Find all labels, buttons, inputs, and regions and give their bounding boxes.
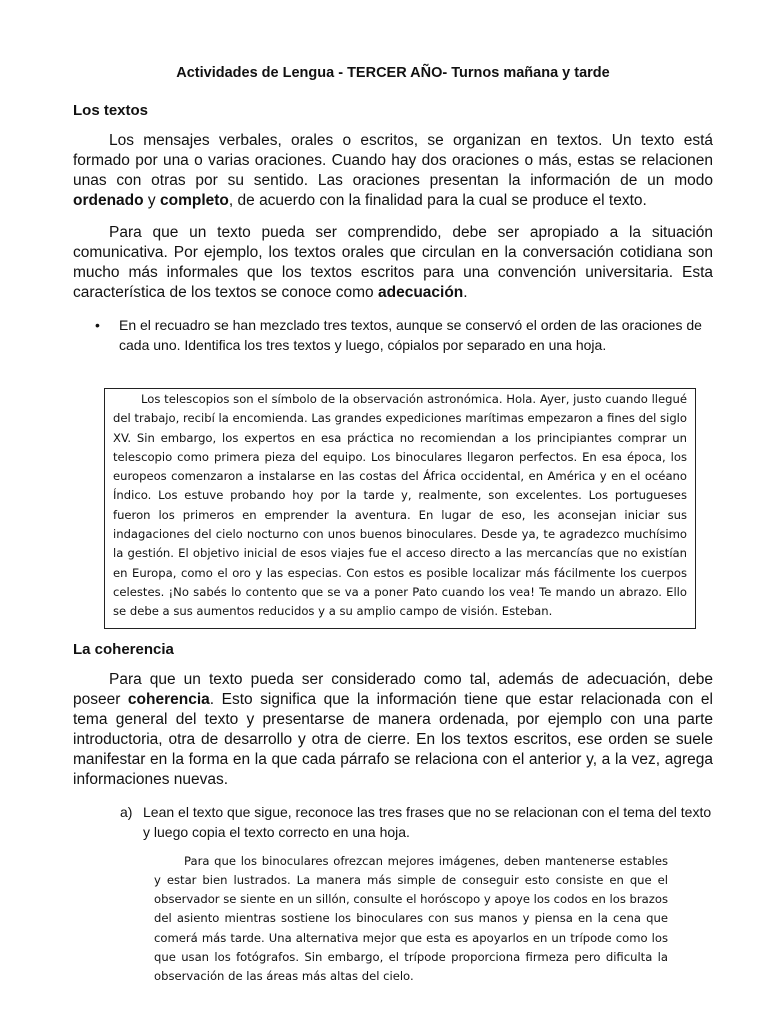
activity-item-a (73, 802, 713, 842)
paragraph-text: Los mensajes verbales, orales o escritos, se organizan en textos. Un texto está formado por una o varias oraciones. Cuando hay dos oraciones o más, estas se relacionen unas con otras por su sentido. Las oraciones presentan la información de un modo (73, 132, 713, 189)
activity-list (73, 802, 713, 842)
mixed-texts-box: Los telescopios son el símbolo de la observación astronómica. Hola. Ayer, justo cuando llegué del trabajo, recibí la encomienda. Las grandes expediciones marítimas empezaron a fines del siglo XV. Sin embargo, los expertos en esa práctica no recomiendan a los principiantes comprar un telescopio como primera pieza del equipo. Los binoculares llegaron perfectos. En esa época, los europeos comenzaron a instalarse en las costas del África occidental, en América y en el océano Índico. Los estuve probando hoy por la tarde y, realmente, son excelentes. Los portugueses fueron los primeros en emprender la aventura. En lugar de eso, les aconsejan iniciar sus indagaciones del cielo nocturno con unos buenos binoculares. Desde ya, te agradezco muchísimo la gestión. El objetivo inicial de esos viajes fue el acceso directo a las mercancías que no existían en Europa, como el oro y las especias. Con estos es posible localizar más fácilmente los cuerpos celestes. ¡No sabés lo contento que se va a poner Pato cuando los vea! Te mando un abrazo. Ello se debe a sus aumentos reducidos y a su amplio campo de visión. Esteban. (104, 388, 696, 629)
document-page (73, 62, 713, 987)
bold-term-coherencia: coherencia (127, 690, 210, 708)
paragraph-text: . Esto significa que la información tiene que estar relacionada con el tema general del texto y presentarse de manera ordenada, por ejemplo con una parte introductoria, otra de desarrollo y otra de cierre. En los textos escritos, ese orden se suele manifestar en la forma en la que cada párrafo se relaciona con el anterior y, a la vez, agrega informaciones nuevas. (73, 690, 713, 788)
section-heading-los-textos: Los textos (73, 102, 149, 119)
paragraph-text: Para que un texto pueda ser comprendido, debe ser apropiado a la situación comunicativa. Por ejemplo, los textos orales que circulan en la conversación cotidiana son mucho más informales que los textos escritos para una convención universitaria. Esta característica de los textos se conoce como (73, 224, 713, 301)
paragraph-coherencia (73, 670, 713, 790)
section-heading-la-coherencia: La coherencia (73, 640, 174, 658)
paragraph-adecuacion (73, 223, 713, 303)
paragraph-text: . (463, 284, 468, 301)
bullet-item-instruction (73, 315, 713, 355)
bullet-text: En el recuadro se han mezclado tres textos, aunque se conservó el orden de las oraciones de cada uno. Identifica los tres textos y luego, cópialos por separado en una hoja. (119, 317, 702, 353)
paragraph-text: y (143, 192, 160, 209)
document-title: Actividades de Lengua - TERCER AÑO- Turnos mañana y tarde (176, 65, 610, 81)
activity-text: Lean el texto que sigue, reconoce las tres frases que no se relacionan con el tema del texto y luego copia el texto correcto en una hoja. (143, 803, 712, 840)
paragraph-text: Para que un texto pueda ser considerado como tal, además de adecuación, debe poseer (73, 670, 713, 708)
bold-term-ordenado: ordenado (73, 192, 144, 209)
list-marker: a) (120, 803, 133, 820)
paragraph-textos-intro (73, 131, 713, 211)
bullet-icon: • (95, 317, 100, 333)
paragraph-text: , de acuerdo con la finalidad para la cual se produce el texto. (228, 192, 647, 209)
binoculares-quote: Para que los binoculares ofrezcan mejores imágenes, deben mantenerse estables y estar bien lustrados. La manera más simple de conseguir esto consiste en que el observador se siente en un sillón, consulte el horóscopo y apoye los codos en los brazos del asiento mientras sostiene los binoculares con sus manos y piensa en la cena que comerá más tarde. Una alternativa mejor que esta es apoyarlos en un trípode como los que usan los fotógrafos. Sin embargo, el trípode proporciona firmeza pero dificulta la observación de las áreas más altas del cielo. (154, 853, 668, 984)
bullet-list (73, 315, 713, 355)
bold-term-completo: completo (160, 192, 229, 209)
bold-term-adecuacion: adecuación (377, 284, 464, 301)
